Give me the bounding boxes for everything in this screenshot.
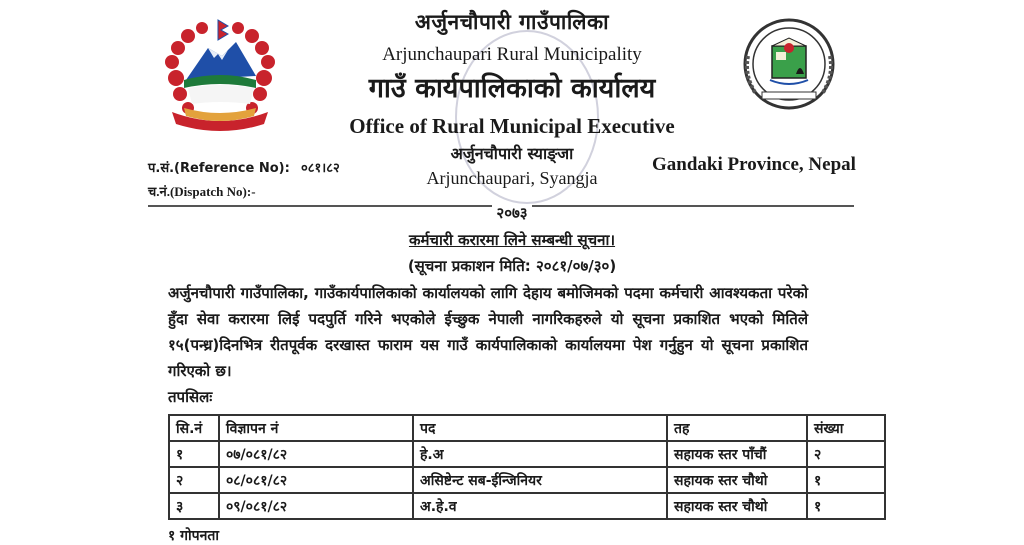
- cell-advert-no: ०७/०८१/८२: [219, 441, 413, 467]
- cell-count: १: [807, 467, 885, 493]
- cell-count: २: [807, 441, 885, 467]
- notice-title: कर्मचारी करारमा लिने सम्बन्धी सूचना।: [408, 231, 616, 249]
- header-level: तह: [667, 415, 807, 441]
- office-name-english: Office of Rural Municipal Executive: [349, 114, 675, 138]
- table-row: [169, 467, 885, 493]
- table-header-row: [169, 415, 885, 441]
- header-post: पद: [413, 415, 667, 441]
- cell-advert-no: ०८/०८१/८२: [219, 467, 413, 493]
- year-label: [0, 203, 1024, 223]
- address-english: Arjunchaupari, Syangja: [426, 168, 598, 188]
- cell-advert-no: ०९/०८१/८२: [219, 493, 413, 519]
- notice-body: अर्जुनचौपारी गाउँपालिका, गाउँकार्यपालिकाको कार्यालयको लागि देहाय बमोजिमको पदमा कर्मचारी आवश्यकता परेको हुँदा सेवा करारमा लिई पदपुर्ति गरिने भएकोले ईच्छुक नेपाली नागरिकहरुले यो सूचना प्रकाशित भएको मितिले १५(पन्ध्र)दिनभित्र रीतपूर्वक दरखास्त फाराम यस गाउँ कार्यपालिकाको कार्यालयमा पेश गर्नुहुन यो सूचना प्रकाशित गरिएको छ।: [168, 284, 808, 380]
- cell-post: अ.हे.व: [413, 493, 667, 519]
- dispatch-number: च.नं.(Dispatch No):-: [148, 184, 256, 199]
- cell-post: असिष्टेन्ट सब-ईन्जिनियर: [413, 467, 667, 493]
- year-value: २०७३: [492, 204, 531, 222]
- province-label: Gandaki Province, Nepal: [652, 154, 856, 175]
- cell-level: सहायक स्तर चौथो: [667, 493, 807, 519]
- cell-level: सहायक स्तर चौथो: [667, 467, 807, 493]
- table-row: [169, 441, 885, 467]
- table-row: [169, 493, 885, 519]
- cell-level: सहायक स्तर पाँचौं: [667, 441, 807, 467]
- reference-label: प.सं.(Reference No):: [148, 161, 290, 176]
- cell-post: हे.अ: [413, 441, 667, 467]
- cell-serial: १: [169, 441, 219, 467]
- details-label: तपसिलः: [168, 388, 213, 406]
- reference-number: [148, 158, 340, 176]
- address-nepali: अर्जुनचौपारी स्याङ्जा: [450, 144, 574, 163]
- municipality-name-nepali: अर्जुनचौपारी गाउँपालिका: [414, 10, 610, 34]
- header-count: संख्या: [807, 415, 885, 441]
- footer-partial-text: १ गोपनता: [168, 528, 219, 544]
- reference-value: ०८१।८२: [301, 161, 340, 176]
- header-serial: सि.नं: [169, 415, 219, 441]
- cell-count: १: [807, 493, 885, 519]
- cell-serial: ३: [169, 493, 219, 519]
- publication-date: (सूचना प्रकाशन मिति: २०८१/०७/३०): [407, 257, 617, 275]
- municipality-name-english: Arjunchaupari Rural Municipality: [382, 44, 642, 65]
- vacancy-table: [168, 414, 886, 520]
- header-advert-no: विज्ञापन नं: [219, 415, 413, 441]
- cell-serial: २: [169, 467, 219, 493]
- office-name-nepali: गाउँ कार्यपालिकाको कार्यालय: [368, 73, 656, 104]
